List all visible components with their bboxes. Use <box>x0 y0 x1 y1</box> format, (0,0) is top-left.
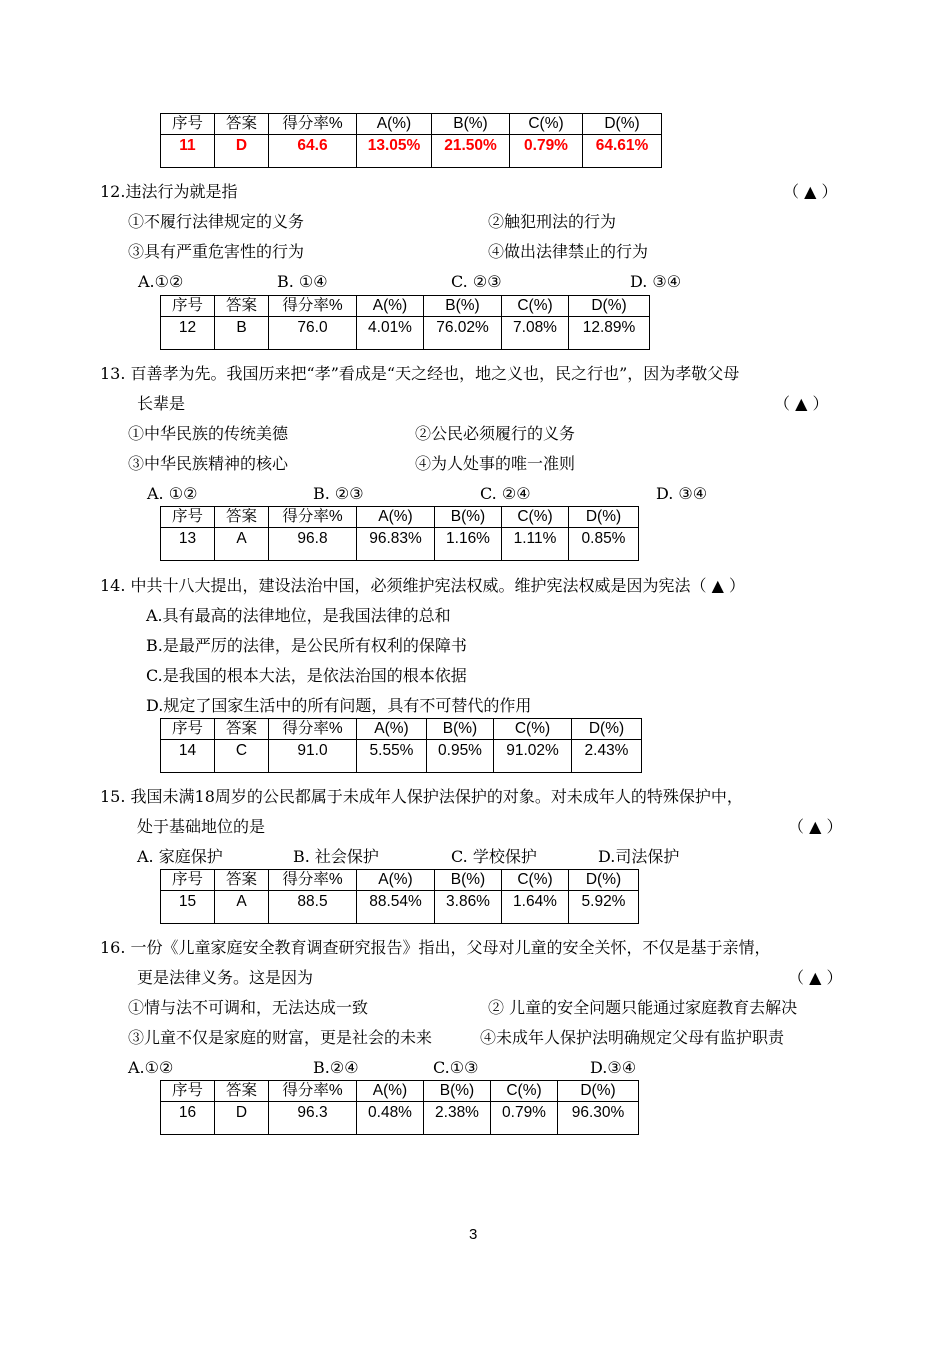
statement-1: ①情与法不可调和，无法达成一致 <box>128 998 369 1017</box>
table-header-row <box>161 719 642 740</box>
stats-table-q12 <box>160 295 650 350</box>
table-cell: 13 <box>161 528 215 561</box>
table-cell: 12.89% <box>569 317 650 350</box>
table-cell: 0.79% <box>510 135 583 168</box>
table-cell: 88.54% <box>357 891 435 924</box>
answer-blank: （ ▲ ） <box>788 817 843 836</box>
table-row <box>161 135 662 168</box>
header-cell: B(%) <box>435 507 502 528</box>
question-15-stem: 15. 我国未满18周岁的公民都属于未成年人保护法保护的对象。对未成年人的特殊保护中， <box>100 787 743 806</box>
header-cell: B(%) <box>432 114 510 135</box>
header-cell: C(%) <box>502 507 569 528</box>
table-cell: 5.92% <box>569 891 639 924</box>
option-a: A. 家庭保护 <box>137 847 223 866</box>
table-cell: 12 <box>161 317 215 350</box>
header-cell: C(%) <box>491 1081 558 1102</box>
option-d: D. ③④ <box>630 272 682 291</box>
option-c: C.是我国的根本大法，是依法治国的根本依据 <box>146 666 467 685</box>
table-header-row <box>161 114 662 135</box>
table-cell: 4.01% <box>357 317 424 350</box>
stats-table-q14 <box>160 718 642 773</box>
table-cell: 0.48% <box>357 1102 424 1135</box>
table-cell: 1.64% <box>502 891 569 924</box>
table-header-row <box>161 1081 639 1102</box>
option-b: B. ②③ <box>313 484 364 503</box>
table-cell: 64.6 <box>269 135 357 168</box>
answer-blank: （ ▲ ） <box>788 968 843 987</box>
option-b: B.是最严厉的法律，是公民所有权利的保障书 <box>146 636 467 655</box>
table-row <box>161 740 642 773</box>
table-cell: 96.30% <box>558 1102 639 1135</box>
header-cell: D(%) <box>572 719 642 740</box>
stats-table-q11 <box>160 113 662 168</box>
table-cell: 2.38% <box>424 1102 491 1135</box>
question-16-stem-cont: 更是法律义务。这是因为 <box>137 968 314 987</box>
header-cell: 序号 <box>161 870 215 891</box>
statement-4: ④做出法律禁止的行为 <box>488 242 649 261</box>
table-cell: 2.43% <box>572 740 642 773</box>
statement-2: ② 儿童的安全问题只能通过家庭教育去解决 <box>488 998 798 1017</box>
header-cell: 答案 <box>215 870 269 891</box>
header-cell: C(%) <box>502 296 569 317</box>
question-13-stem: 13. 百善孝为先。我国历来把“孝”看成是“天之经也，地之义也，民之行也”，因为孝敬父母 <box>100 364 740 383</box>
header-cell: 序号 <box>161 296 215 317</box>
table-cell: D <box>215 135 269 168</box>
option-c: C. ②④ <box>480 484 531 503</box>
table-cell: 91.0 <box>269 740 357 773</box>
answer-blank: （ ▲ ） <box>783 182 838 201</box>
table-header-row <box>161 507 639 528</box>
option-d: D.司法保护 <box>598 847 680 866</box>
header-cell: A(%) <box>357 507 435 528</box>
table-cell: 91.02% <box>494 740 572 773</box>
table-header-row <box>161 870 639 891</box>
statement-4: ④为人处事的唯一准则 <box>415 454 576 473</box>
option-d: D.规定了国家生活中的所有问题，具有不可替代的作用 <box>146 696 532 715</box>
question-13-stem-cont: 长辈是 <box>137 394 186 413</box>
table-cell: 76.02% <box>424 317 502 350</box>
table-cell: 3.86% <box>435 891 502 924</box>
table-cell: 0.95% <box>427 740 494 773</box>
option-b: B. 社会保护 <box>293 847 379 866</box>
option-c: C.①③ <box>433 1058 479 1077</box>
table-cell: 96.8 <box>269 528 357 561</box>
question-12-stem: 12.违法行为就是指 <box>100 182 238 201</box>
table-cell: 16 <box>161 1102 215 1135</box>
option-a: A.具有最高的法律地位，是我国法律的总和 <box>146 606 451 625</box>
option-d: D. ③④ <box>656 484 708 503</box>
header-cell: 序号 <box>161 1081 215 1102</box>
table-cell: 7.08% <box>502 317 569 350</box>
header-cell: A(%) <box>357 1081 424 1102</box>
header-cell: 得分率% <box>269 1081 357 1102</box>
table-cell: 13.05% <box>357 135 432 168</box>
header-cell: 答案 <box>215 1081 269 1102</box>
table-row <box>161 891 639 924</box>
header-cell: 序号 <box>161 507 215 528</box>
table-cell: 21.50% <box>432 135 510 168</box>
table-cell: A <box>215 528 269 561</box>
question-16-stem: 16. 一份《儿童家庭安全教育调查研究报告》指出，父母对儿童的安全关怀，不仅是基于亲情， <box>100 938 771 957</box>
header-cell: 得分率% <box>269 870 357 891</box>
header-cell: 答案 <box>215 114 269 135</box>
statement-4: ④未成年人保护法明确规定父母有监护职责 <box>480 1028 785 1047</box>
table-cell: 15 <box>161 891 215 924</box>
option-c: C. ②③ <box>451 272 502 291</box>
header-cell: 答案 <box>215 296 269 317</box>
statement-3: ③中华民族精神的核心 <box>128 454 289 473</box>
table-cell: 14 <box>161 740 215 773</box>
table-cell: 11 <box>161 135 215 168</box>
header-cell: A(%) <box>357 296 424 317</box>
table-cell: 0.85% <box>569 528 639 561</box>
table-cell: 1.16% <box>435 528 502 561</box>
table-row <box>161 528 639 561</box>
header-cell: D(%) <box>569 296 650 317</box>
header-cell: A(%) <box>357 870 435 891</box>
table-cell: 96.83% <box>357 528 435 561</box>
header-cell: D(%) <box>558 1081 639 1102</box>
header-cell: 得分率% <box>269 507 357 528</box>
header-cell: 得分率% <box>269 719 357 740</box>
answer-blank: （ ▲ ） <box>774 394 829 413</box>
table-cell: 5.55% <box>357 740 427 773</box>
page-number: 3 <box>469 1226 478 1243</box>
header-cell: D(%) <box>583 114 662 135</box>
table-header-row <box>161 296 650 317</box>
header-cell: 得分率% <box>269 296 357 317</box>
statement-3: ③儿童不仅是家庭的财富，更是社会的未来 <box>128 1028 433 1047</box>
table-cell: D <box>215 1102 269 1135</box>
statement-2: ②公民必须履行的义务 <box>415 424 576 443</box>
header-cell: B(%) <box>427 719 494 740</box>
option-b: B. ①④ <box>277 272 328 291</box>
header-cell: B(%) <box>435 870 502 891</box>
table-cell: 96.3 <box>269 1102 357 1135</box>
statement-1: ①中华民族的传统美德 <box>128 424 289 443</box>
table-cell: C <box>215 740 269 773</box>
option-a: A. ①② <box>147 484 198 503</box>
table-cell: 64.61% <box>583 135 662 168</box>
header-cell: B(%) <box>424 296 502 317</box>
header-cell: A(%) <box>357 114 432 135</box>
stats-table-q13 <box>160 506 639 561</box>
option-a: A.①② <box>138 272 184 291</box>
header-cell: 答案 <box>215 507 269 528</box>
header-cell: B(%) <box>424 1081 491 1102</box>
header-cell: D(%) <box>569 507 639 528</box>
table-row <box>161 1102 639 1135</box>
table-cell: B <box>215 317 269 350</box>
option-a: A.①② <box>128 1058 174 1077</box>
header-cell: C(%) <box>510 114 583 135</box>
header-cell: D(%) <box>569 870 639 891</box>
table-cell: A <box>215 891 269 924</box>
option-d: D.③④ <box>590 1058 637 1077</box>
header-cell: 序号 <box>161 719 215 740</box>
stats-table-q15 <box>160 869 639 924</box>
header-cell: 序号 <box>161 114 215 135</box>
statement-1: ①不履行法律规定的义务 <box>128 212 305 231</box>
header-cell: A(%) <box>357 719 427 740</box>
header-cell: 得分率% <box>269 114 357 135</box>
header-cell: C(%) <box>494 719 572 740</box>
stats-table-q16 <box>160 1080 639 1135</box>
table-cell: 76.0 <box>269 317 357 350</box>
statement-3: ③具有严重危害性的行为 <box>128 242 305 261</box>
table-cell: 0.79% <box>491 1102 558 1135</box>
header-cell: 答案 <box>215 719 269 740</box>
option-b: B.②④ <box>313 1058 359 1077</box>
question-14-stem: 14. 中共十八大提出，建设法治中国，必须维护宪法权威。维护宪法权威是因为宪法（ ▲ ） <box>100 576 746 595</box>
table-cell: 1.11% <box>502 528 569 561</box>
header-cell: C(%) <box>502 870 569 891</box>
question-15-stem-cont: 处于基础地位的是 <box>137 817 266 836</box>
table-row <box>161 317 650 350</box>
option-c: C. 学校保护 <box>451 847 537 866</box>
statement-2: ②触犯刑法的行为 <box>488 212 617 231</box>
table-cell: 88.5 <box>269 891 357 924</box>
